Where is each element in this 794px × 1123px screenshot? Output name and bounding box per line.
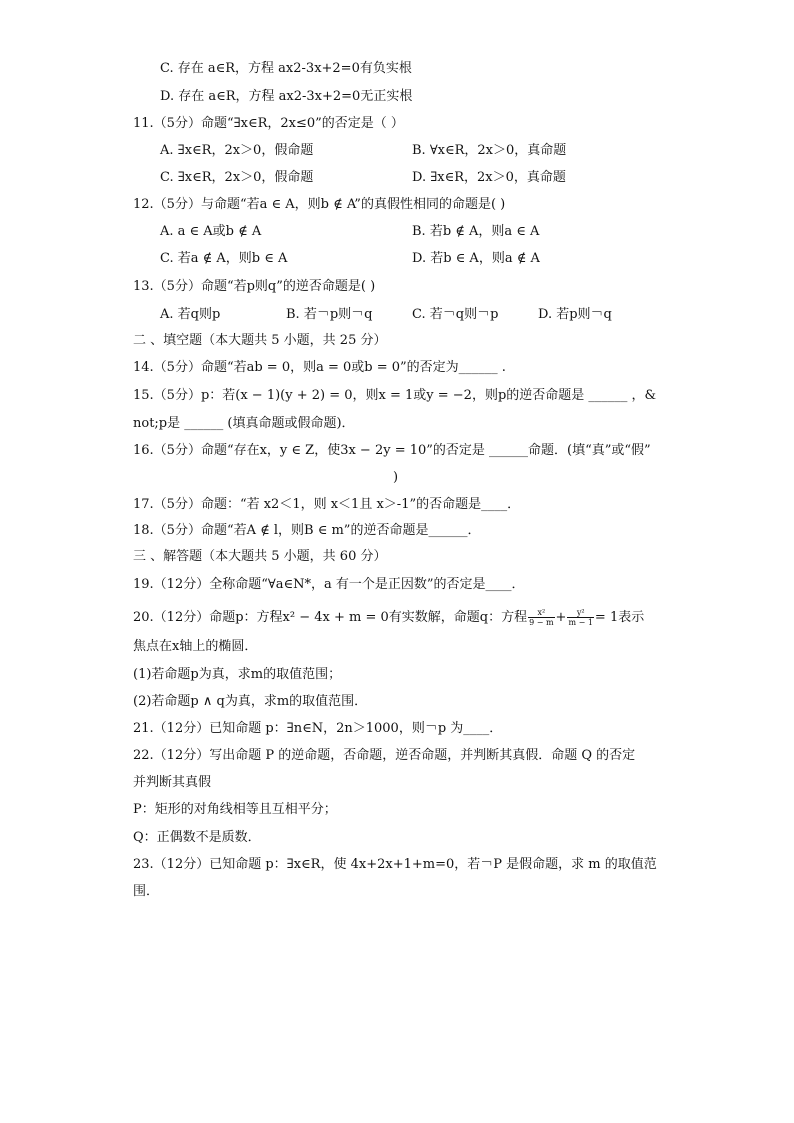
q13-option-a: A. 若q则p xyxy=(160,307,221,322)
q13-stem: 13.（5分）命题“若p则q”的逆否命题是( ) xyxy=(133,279,376,294)
q14-stem: 14.（5分）命题“若ab = 0，则a = 0或b = 0”的否定为______ . xyxy=(133,360,506,375)
q10-option-d: D. 存在 a∈R，方程 ax2-3x+2=0无正实根 xyxy=(160,89,413,104)
q18-stem: 18.（5分）命题“若A ∉ l，则B ∈ m”的逆否命题是______． xyxy=(133,523,481,538)
fraction-x2-over-9-minus-m: $\frac{\text{x²}}{9 - m}$ xyxy=(529,608,554,627)
q17-stem: 17.（5分）命题：“若 x2＜1，则 x＜1且 x＞-1”的否命题是____． xyxy=(133,497,521,512)
q16-line-1: 16.（5分）命题“存在x，y ∈ Z，使3x − 2y = 10”的否定是 ______命题．(填“真”或“假” xyxy=(133,443,651,458)
q13-option-d: D. 若p则￢q xyxy=(538,307,612,322)
q21-stem: 21.（12分）已知命题 p：∃n∈N，2n＞1000，则￢p 为____． xyxy=(133,721,503,736)
q12-option-d: D. 若b ∈ A，则a ∉ A xyxy=(412,251,540,266)
q22-line-1: 22.（12分）写出命题 P 的逆命题，否命题，逆否命题，并判断其真假．命题 Q 的否定 xyxy=(133,748,636,763)
q22-statement-p: P：矩形的对角线相等且互相平分； xyxy=(133,802,337,817)
q19-stem: 19.（12分）全称命题“∀a∈N*，a 有一个是正因数”的否定是____． xyxy=(133,577,525,592)
q12-option-a: A. a ∈ A或b ∉ A xyxy=(160,224,262,239)
q20-part-1: (1)若命题p为真，求m的取值范围； xyxy=(133,667,342,682)
q11-option-b: B. ∀x∈R，2x＞0，真命题 xyxy=(412,143,567,158)
q23-line-1: 23.（12分）已知命题 p：∃x∈R，使 4x+2x+1+m=0，若￢P 是假命题，求 m 的取值范 xyxy=(133,857,657,872)
section-fill-in-heading: 二 、填空题（本大题共 5 小题，共 25 分） xyxy=(133,333,387,348)
fraction-y2-over-m-minus-1: $\frac{\text{y²}}{m - 1}$ xyxy=(568,608,593,627)
q20-text-b: = 1表示 xyxy=(594,610,645,625)
q11-option-a: A. ∃x∈R，2x＞0，假命题 xyxy=(160,143,314,158)
q13-option-b: B. 若￢p则￢q xyxy=(286,307,373,322)
q12-option-c: C. 若a ∉ A，则b ∈ A xyxy=(160,251,288,266)
q15-line-2: not;p是 ______ (填真命题或假命题)． xyxy=(133,416,355,431)
q22-statement-q: Q：正偶数不是质数． xyxy=(133,830,261,845)
q12-option-b: B. 若b ∉ A，则a ∈ A xyxy=(412,224,540,239)
q20-line-2: 焦点在x轴上的椭圆． xyxy=(133,639,258,654)
q20-part-2: (2)若命题p ∧ q为真，求m的取值范围． xyxy=(133,694,368,709)
q11-stem: 11.（5分）命题“∃x∈R，2x≤0”的否定是（ ） xyxy=(133,116,404,131)
q23-line-2: 围． xyxy=(133,884,160,899)
q11-option-c: C. ∃x∈R，2x＞0，假命题 xyxy=(160,170,314,185)
q15-line-1: 15.（5分）p：若(x − 1)(y + 2) = 0，则x = 1或y = −2，则p的逆否命题是 ______ ，& xyxy=(133,388,657,403)
section-answer-heading: 三 、解答题（本大题共 5 小题，共 60 分） xyxy=(133,549,387,564)
q16-line-2: ) xyxy=(393,470,399,485)
q22-line-2: 并判断其真假 xyxy=(133,775,212,790)
plus-sign: + xyxy=(555,610,567,625)
q20-line-1 xyxy=(133,608,644,627)
q11-option-d: D. ∃x∈R，2x＞0，真命题 xyxy=(412,170,566,185)
q20-text-a: 20.（12分）命题p：方程x² − 4x + m = 0有实数解，命题q：方程 xyxy=(133,610,528,625)
q10-option-c: C. 存在 a∈R，方程 ax2-3x+2=0有负实根 xyxy=(160,61,412,76)
q12-stem: 12.（5分）与命题“若a ∈ A，则b ∉ A”的真假性相同的命题是( ) xyxy=(133,197,506,212)
q13-option-c: C. 若￢q则￢p xyxy=(412,307,499,322)
